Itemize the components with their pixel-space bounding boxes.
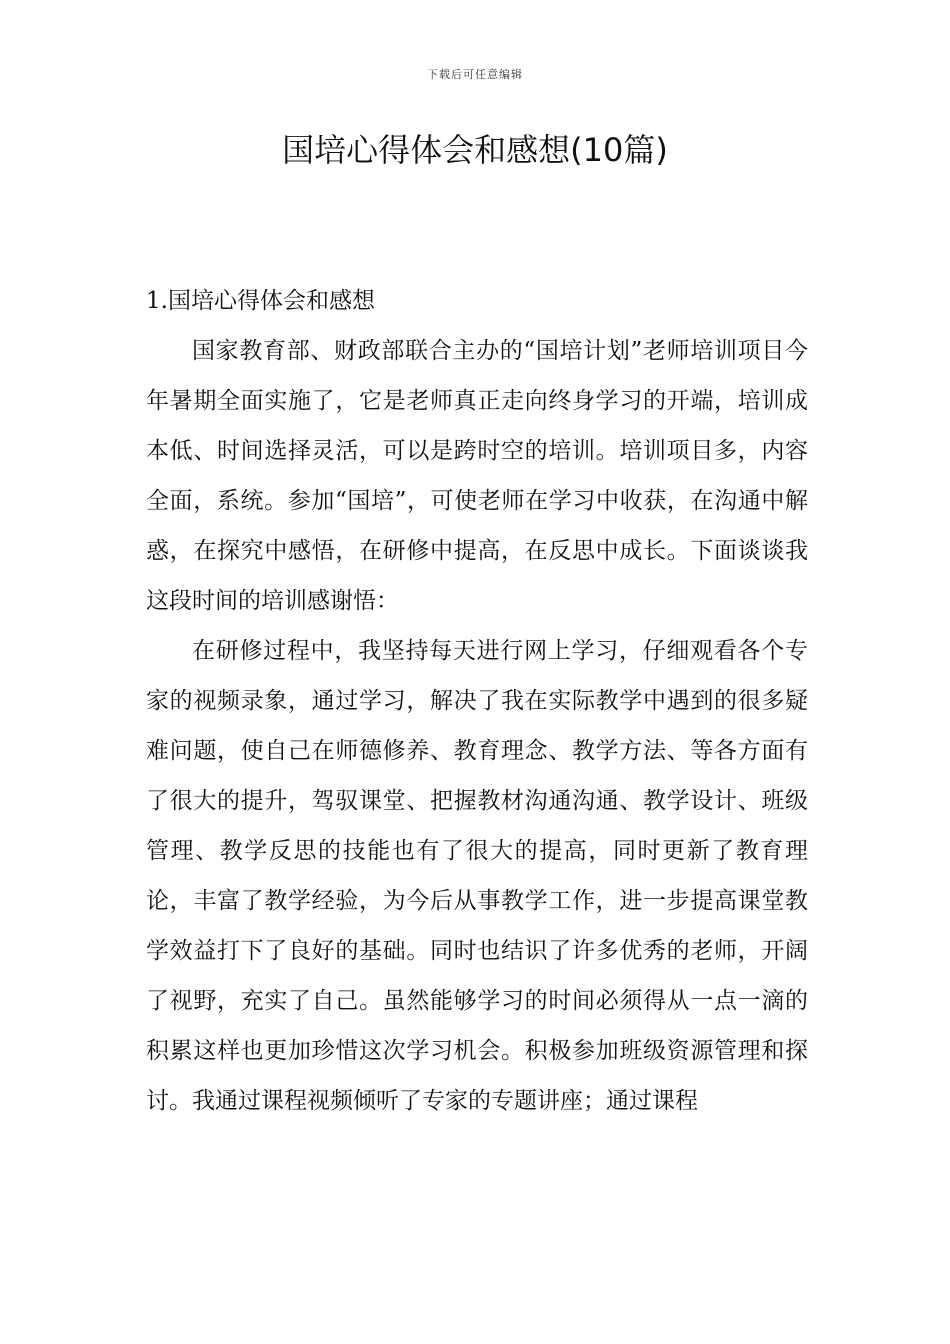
paragraph: 在研修过程中，我坚持每天进行网上学习，仔细观看各个专家的视频录象，通过学习，解决了我在实际教学中遇到的很多疑难问题，使自己在师德修养、教育理念、教学方法、等各方面有了很大的提升，驾驭课堂、把握教材沟通沟通、教学设计、班级管理、教学反思的技能也有了很大的提高，同时更新了教育理论，丰富了教学经验，为今后从事教学工作，进一步提高课堂教学效益打下了良好的基础。同时也结识了许多优秀的老师，开阔了视野，充实了自己。虽然能够学习的时间必须得从一点一滴的积累这样也更加珍惜这次学习机会。积极参加班级资源管理和探讨。我通过课程视频倾听了专家的专题讲座；通过课程 (146, 638, 808, 1114)
section-heading: 1.国培心得体会和感想 (146, 288, 375, 314)
paragraph: 国家教育部、财政部联合主办的“国培计划”老师培训项目今年暑期全面实施了，它是老师真正走向终身学习的开端，培训成本低、时间选择灵活，可以是跨时空的培训。培训项目多，内容全面，系统。参加“国培”，可使老师在学习中收获，在沟通中解惑，在探究中感悟，在研修中提高，在反思中成长。下面谈谈我这段时间的培训感谢悟： (146, 338, 808, 614)
document-title: 国培心得体会和感想(10篇) (282, 131, 668, 169)
document-body (146, 276, 808, 1126)
header-note: 下载后可任意编辑 (427, 68, 523, 81)
